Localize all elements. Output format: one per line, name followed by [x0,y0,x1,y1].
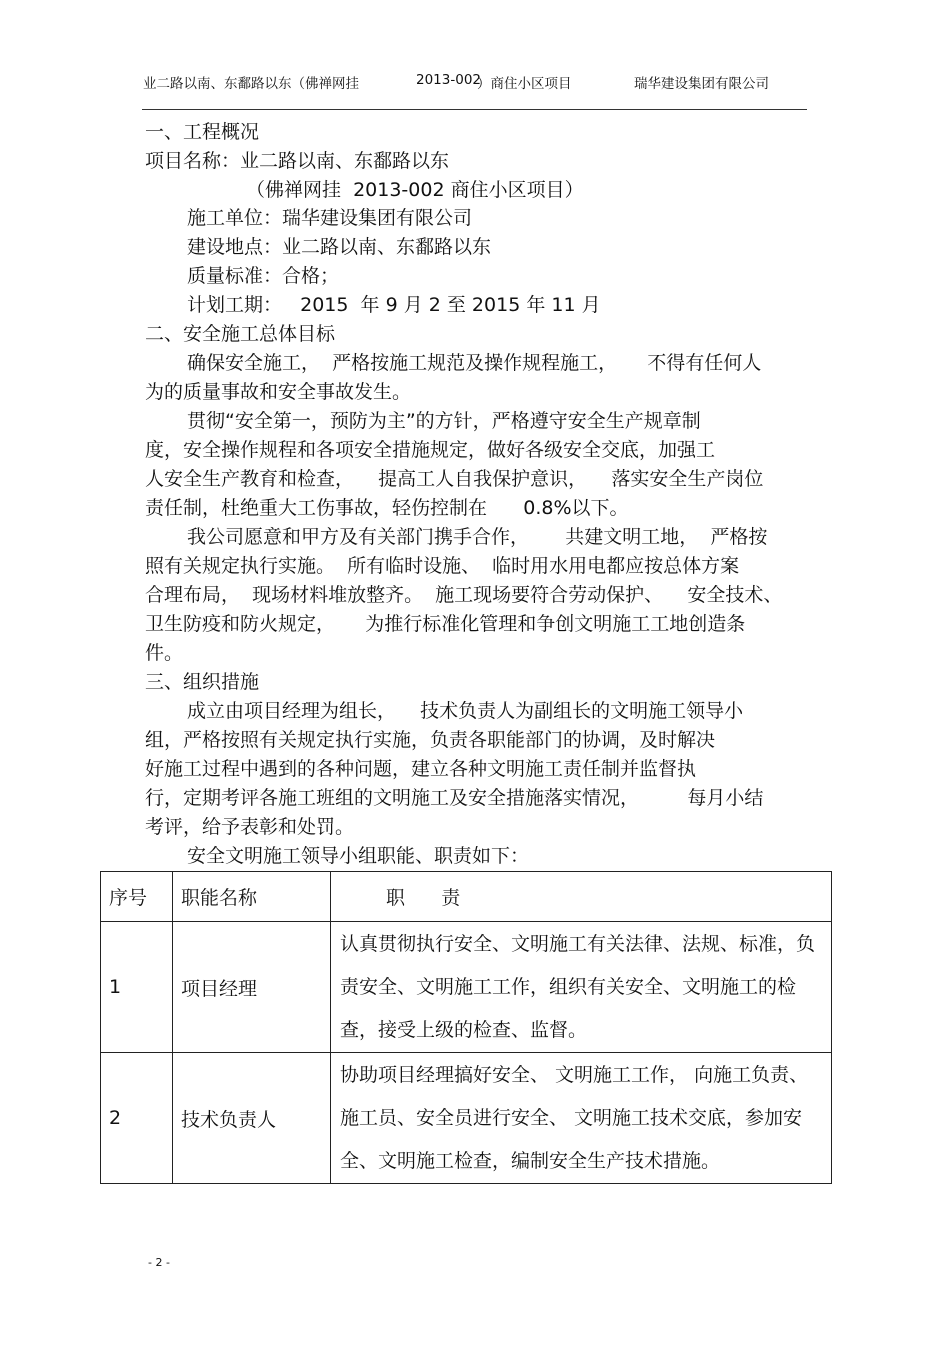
table-intro: 安全文明施工领导小组职能、职责如下： [187,845,530,867]
header-no: 序号 [101,872,173,922]
paragraph-line: 卫生防疫和防火规定， 为推行标准化管理和争创文明施工工地创造条 [145,613,746,635]
row-duty: 认真贯彻执行安全、文明施工有关法律、法规、标准，负责安全、文明施工工作，组织有关安全、文明施工的检查，接受上级的检查、监督。 [331,922,832,1053]
paragraph-line: 组，严格按照有关规定执行实施，负责各职能部门的协调，及时解决 [145,729,716,751]
table-row [101,922,832,1053]
row-role: 项目经理 [173,922,331,1053]
row-number: 1 [101,922,173,1053]
paragraph-line: 为的质量事故和安全事故发生。 [145,381,412,403]
row-duty: 协助项目经理搞好安全、 文明施工工作， 向施工负责、施工员、安全员进行安全、 文明施工技术交底，参加安全、文明施工检查，编制安全生产技术措施。 [331,1053,832,1184]
paragraph-line: 考评，给予表彰和处罚。 [145,816,355,838]
row-role: 技术负责人 [173,1053,331,1184]
paragraph-line: 好施工过程中遇到的各种问题，建立各种文明施工责任制并监督执 [145,758,697,780]
section3-heading: 三、组织措施 [145,671,260,693]
section2-heading: 二、安全施工总体目标 [145,323,336,345]
header-project-name: 业二路以南、东鄱路以东（佛禅网挂 [143,76,359,92]
paragraph-line: 件。 [145,642,184,664]
table-header-row [101,872,832,922]
table-row [101,1053,832,1184]
header-project-code: 2013-002 [416,72,481,88]
header-duty: 职 责 [331,872,832,922]
paragraph-line: 贯彻“安全第一，预防为主”的方针，严格遵守安全生产规章制 [187,410,701,432]
paragraph-line: 确保安全施工， 严格按施工规范及操作规程施工， 不得有任何人 [187,352,762,374]
construction-unit: 施工单位：瑞华建设集团有限公司 [187,207,473,229]
paragraph-line: 我公司愿意和甲方及有关部门携手合作， 共建文明工地， 严格按 [187,526,768,548]
section1-heading: 一、工程概况 [145,121,260,143]
paragraph-line: 合理布局， 现场材料堆放整齐。 施工现场要符合劳动保护、 安全技术、 [145,584,783,606]
paragraph-line: 照有关规定执行实施。 所有临时设施、 临时用水用电都应按总体方案 [145,555,740,577]
header-role: 职能名称 [173,872,331,922]
planned-period: 计划工期： 2015 年 9 月 2 至 2015 年 11 月 [187,294,601,316]
paragraph-line: 行，定期考评各施工班组的文明施工及安全措施落实情况， 每月小结 [145,787,764,809]
paragraph-line: 责任制，杜绝重大工伤事故，轻伤控制在 0.8%以下。 [145,497,629,519]
quality-standard: 质量标准：合格； [187,265,340,287]
construction-site: 建设地点：业二路以南、东鄱路以东 [187,236,492,258]
paragraph-line: 度，安全操作规程和各项安全措施规定，做好各级安全交底，加强工 [145,439,716,461]
header-project-suffix: ）商住小区项目 [477,76,572,92]
row-number: 2 [101,1053,173,1184]
project-name-line1: 项目名称：业二路以南、东鄱路以东 [145,150,450,172]
duties-table [100,871,832,1184]
header-divider [142,109,807,110]
paragraph-line: 人安全生产教育和检查， 提高工人自我保护意识， 落实安全生产岗位 [145,468,764,490]
header-company: 瑞华建设集团有限公司 [634,76,769,92]
page-number: - 2 - [148,1256,170,1269]
paragraph-line: 成立由项目经理为组长， 技术负责人为副组长的文明施工领导小 [187,700,744,722]
project-name-line2: （佛禅网挂 2013-002 商住小区项目） [246,179,584,201]
